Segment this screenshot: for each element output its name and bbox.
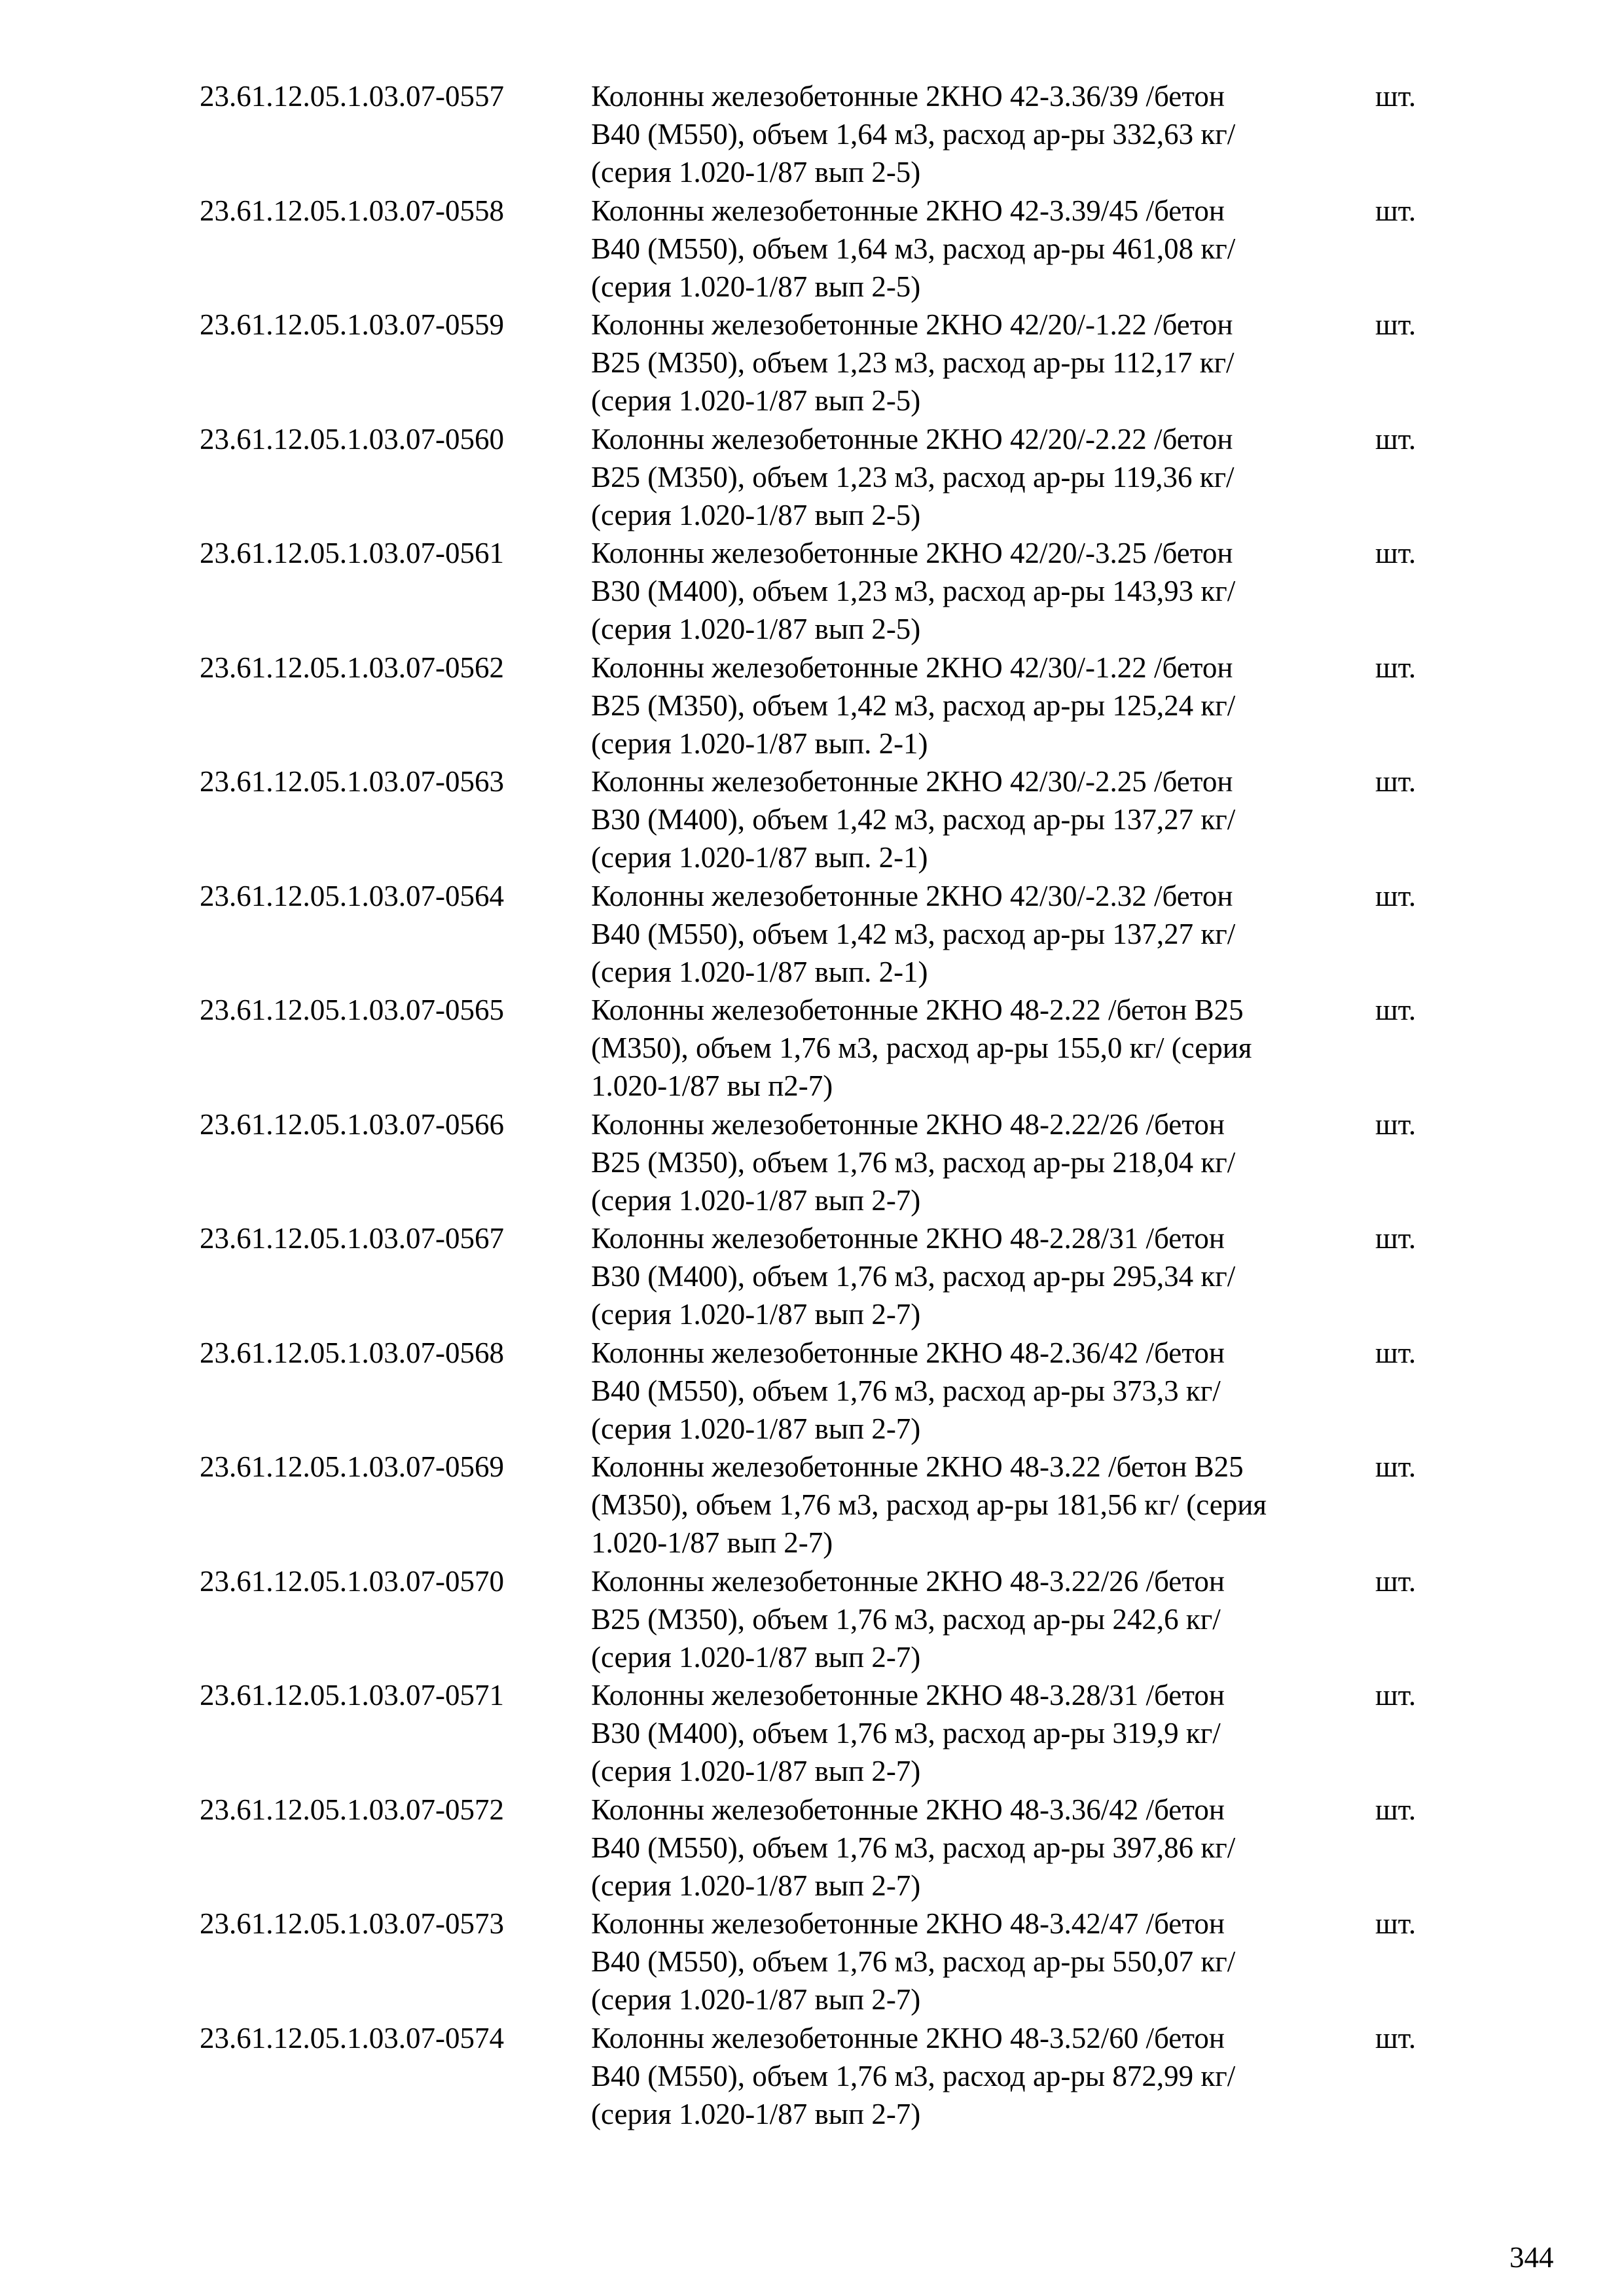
description-line: Колонны железобетонные 2КНО 42/20/-2.22 /бетон <box>591 422 1233 456</box>
table-row <box>0 649 1624 763</box>
unit-of-measure: шт. <box>1375 537 1416 569</box>
table-row <box>0 877 1624 992</box>
unit-of-measure: шт. <box>1375 194 1416 227</box>
unit-of-measure: шт. <box>1375 879 1416 912</box>
resource-code: 23.61.12.05.1.03.07-0567 <box>200 1222 504 1255</box>
description-line: В40 (М550), объем 1,76 м3, расход ар-ры 397,86 кг/ <box>591 1831 1236 1864</box>
resource-description <box>591 1791 1377 1905</box>
resource-description <box>591 991 1377 1105</box>
description-line: Колонны железобетонные 2КНО 42/20/-3.25 /бетон <box>591 537 1233 569</box>
description-line: (серия 1.020-1/87 вып. 2-1) <box>591 726 928 760</box>
resource-code: 23.61.12.05.1.03.07-0572 <box>200 1793 504 1826</box>
description-line: В25 (М350), объем 1,23 м3, расход ар-ры 119,36 кг/ <box>591 460 1235 493</box>
unit-of-measure: шт. <box>1375 1450 1416 1483</box>
description-line: (серия 1.020-1/87 вып 2-5) <box>591 498 921 531</box>
table-row <box>0 306 1624 420</box>
description-line: В40 (М550), объем 1,76 м3, расход ар-ры 550,07 кг/ <box>591 1945 1236 1978</box>
table-row <box>0 1676 1624 1791</box>
description-line: В25 (М350), объем 1,76 м3, расход ар-ры 242,6 кг/ <box>591 1602 1221 1636</box>
unit-of-measure: шт. <box>1375 1222 1416 1255</box>
resource-code: 23.61.12.05.1.03.07-0571 <box>200 1679 504 1712</box>
unit-of-measure: шт. <box>1375 765 1416 798</box>
description-line: (М350), объем 1,76 м3, расход ар-ры 155,0 кг/ (серия <box>591 1031 1252 1064</box>
description-line: В25 (М350), объем 1,42 м3, расход ар-ры 125,24 кг/ <box>591 689 1236 722</box>
description-line: Колонны железобетонные 2КНО 48-2.36/42 /бетон <box>591 1336 1225 1369</box>
description-line: Колонны железобетонные 2КНО 42/30/-2.32 /бетон <box>591 879 1233 912</box>
resource-description <box>591 877 1377 991</box>
resource-code: 23.61.12.05.1.03.07-0573 <box>200 1907 504 1940</box>
table-row <box>0 1105 1624 1220</box>
description-line: (М350), объем 1,76 м3, расход ар-ры 181,56 кг/ (серия <box>591 1488 1267 1521</box>
unit-of-measure: шт. <box>1375 994 1416 1026</box>
resource-description <box>591 77 1377 191</box>
description-line: 1.020-1/87 вып 2-7) <box>591 1526 833 1559</box>
table-row <box>0 534 1624 649</box>
description-line: В40 (М550), объем 1,42 м3, расход ар-ры 137,27 кг/ <box>591 917 1236 950</box>
description-line: В30 (М400), объем 1,23 м3, расход ар-ры 143,93 кг/ <box>591 575 1236 607</box>
table-row <box>0 1334 1624 1448</box>
unit-of-measure: шт. <box>1375 1564 1416 1598</box>
resource-description <box>591 2019 1377 2133</box>
description-line: (серия 1.020-1/87 вып. 2-1) <box>591 955 928 988</box>
resource-description <box>591 1448 1377 1562</box>
resource-description <box>591 1219 1377 1333</box>
resource-description <box>591 762 1377 876</box>
resource-code: 23.61.12.05.1.03.07-0561 <box>200 537 504 569</box>
description-line: (серия 1.020-1/87 вып 2-7) <box>591 1412 921 1445</box>
table-row <box>0 420 1624 535</box>
description-line: (серия 1.020-1/87 вып 2-5) <box>591 270 921 303</box>
table-row <box>0 991 1624 1105</box>
table-row <box>0 2019 1624 2134</box>
table-row <box>0 1905 1624 2019</box>
unit-of-measure: шт. <box>1375 1907 1416 1940</box>
description-line: (серия 1.020-1/87 вып 2-5) <box>591 384 921 417</box>
price-list-table <box>0 77 1624 2133</box>
resource-code: 23.61.12.05.1.03.07-0558 <box>200 194 504 227</box>
resource-description <box>591 420 1377 534</box>
description-line: Колонны железобетонные 2КНО 48-3.42/47 /бетон <box>591 1907 1225 1940</box>
unit-of-measure: шт. <box>1375 422 1416 456</box>
resource-description <box>591 534 1377 648</box>
table-row <box>0 1791 1624 1905</box>
description-line: Колонны железобетонные 2КНО 48-3.22 /бетон В25 <box>591 1450 1244 1483</box>
page-number: 344 <box>1509 2241 1554 2274</box>
unit-of-measure: шт. <box>1375 1679 1416 1712</box>
resource-code: 23.61.12.05.1.03.07-0563 <box>200 765 504 798</box>
resource-description <box>591 1334 1377 1448</box>
table-row <box>0 1562 1624 1677</box>
unit-of-measure: шт. <box>1375 308 1416 341</box>
description-line: В30 (М400), объем 1,42 м3, расход ар-ры 137,27 кг/ <box>591 803 1236 836</box>
description-line: (серия 1.020-1/87 вып. 2-1) <box>591 841 928 874</box>
resource-description <box>591 1562 1377 1676</box>
resource-code: 23.61.12.05.1.03.07-0560 <box>200 422 504 456</box>
description-line: (серия 1.020-1/87 вып 2-7) <box>591 1183 921 1217</box>
resource-description <box>591 1105 1377 1219</box>
description-line: Колонны железобетонные 2КНО 48-3.36/42 /бетон <box>591 1793 1225 1826</box>
description-line: (серия 1.020-1/87 вып 2-5) <box>591 156 921 188</box>
resource-code: 23.61.12.05.1.03.07-0574 <box>200 2021 504 2054</box>
description-line: В40 (М550), объем 1,76 м3, расход ар-ры 872,99 кг/ <box>591 2059 1236 2092</box>
resource-code: 23.61.12.05.1.03.07-0566 <box>200 1107 504 1141</box>
description-line: В40 (М550), объем 1,76 м3, расход ар-ры 373,3 кг/ <box>591 1374 1221 1407</box>
table-row <box>0 1448 1624 1562</box>
resource-code: 23.61.12.05.1.03.07-0559 <box>200 308 504 341</box>
description-line: В30 (М400), объем 1,76 м3, расход ар-ры 295,34 кг/ <box>591 1260 1236 1293</box>
description-line: Колонны железобетонные 2КНО 42/20/-1.22 /бетон <box>591 308 1233 341</box>
description-line: В40 (М550), объем 1,64 м3, расход ар-ры 332,63 кг/ <box>591 118 1236 151</box>
description-line: Колонны железобетонные 2КНО 48-3.28/31 /бетон <box>591 1679 1225 1712</box>
description-line: (серия 1.020-1/87 вып 2-7) <box>591 1869 921 1902</box>
description-line: Колонны железобетонные 2КНО 48-2.22/26 /бетон <box>591 1107 1225 1141</box>
resource-description <box>591 192 1377 306</box>
resource-code: 23.61.12.05.1.03.07-0557 <box>200 80 504 113</box>
description-line: Колонны железобетонные 2КНО 48-3.22/26 /бетон <box>591 1564 1225 1598</box>
description-line: (серия 1.020-1/87 вып 2-7) <box>591 2097 921 2130</box>
table-row <box>0 77 1624 192</box>
unit-of-measure: шт. <box>1375 651 1416 684</box>
unit-of-measure: шт. <box>1375 2021 1416 2054</box>
description-line: В30 (М400), объем 1,76 м3, расход ар-ры 319,9 кг/ <box>591 1717 1221 1749</box>
resource-description <box>591 306 1377 420</box>
description-line: (серия 1.020-1/87 вып 2-7) <box>591 1298 921 1331</box>
unit-of-measure: шт. <box>1375 80 1416 113</box>
table-row <box>0 192 1624 306</box>
unit-of-measure: шт. <box>1375 1107 1416 1141</box>
description-line: Колонны железобетонные 2КНО 48-3.52/60 /бетон <box>591 2021 1225 2054</box>
description-line: (серия 1.020-1/87 вып 2-7) <box>591 1983 921 2016</box>
description-line: Колонны железобетонные 2КНО 48-2.22 /бетон В25 <box>591 994 1244 1026</box>
resource-description <box>591 1676 1377 1790</box>
resource-code: 23.61.12.05.1.03.07-0569 <box>200 1450 504 1483</box>
resource-description <box>591 649 1377 762</box>
description-line: Колонны железобетонные 2КНО 42-3.36/39 /бетон <box>591 80 1225 113</box>
description-line: Колонны железобетонные 2КНО 48-2.28/31 /бетон <box>591 1222 1225 1255</box>
resource-code: 23.61.12.05.1.03.07-0568 <box>200 1336 504 1369</box>
unit-of-measure: шт. <box>1375 1793 1416 1826</box>
description-line: В25 (М350), объем 1,23 м3, расход ар-ры 112,17 кг/ <box>591 346 1235 379</box>
description-line: Колонны железобетонные 2КНО 42/30/-1.22 /бетон <box>591 651 1233 684</box>
description-line: В40 (М550), объем 1,64 м3, расход ар-ры 461,08 кг/ <box>591 232 1236 265</box>
description-line: (серия 1.020-1/87 вып 2-7) <box>591 1755 921 1787</box>
table-row <box>0 762 1624 877</box>
table-row <box>0 1219 1624 1334</box>
description-line: Колонны железобетонные 2КНО 42-3.39/45 /бетон <box>591 194 1225 227</box>
resource-description <box>591 1905 1377 2018</box>
description-line: 1.020-1/87 вы п2-7) <box>591 1069 833 1102</box>
description-line: (серия 1.020-1/87 вып 2-5) <box>591 613 921 645</box>
resource-code: 23.61.12.05.1.03.07-0565 <box>200 994 504 1026</box>
description-line: Колонны железобетонные 2КНО 42/30/-2.25 /бетон <box>591 765 1233 798</box>
description-line: В25 (М350), объем 1,76 м3, расход ар-ры 218,04 кг/ <box>591 1145 1236 1179</box>
resource-code: 23.61.12.05.1.03.07-0564 <box>200 879 504 912</box>
unit-of-measure: шт. <box>1375 1336 1416 1369</box>
resource-code: 23.61.12.05.1.03.07-0570 <box>200 1564 504 1598</box>
description-line: (серия 1.020-1/87 вып 2-7) <box>591 1640 921 1674</box>
resource-code: 23.61.12.05.1.03.07-0562 <box>200 651 504 684</box>
